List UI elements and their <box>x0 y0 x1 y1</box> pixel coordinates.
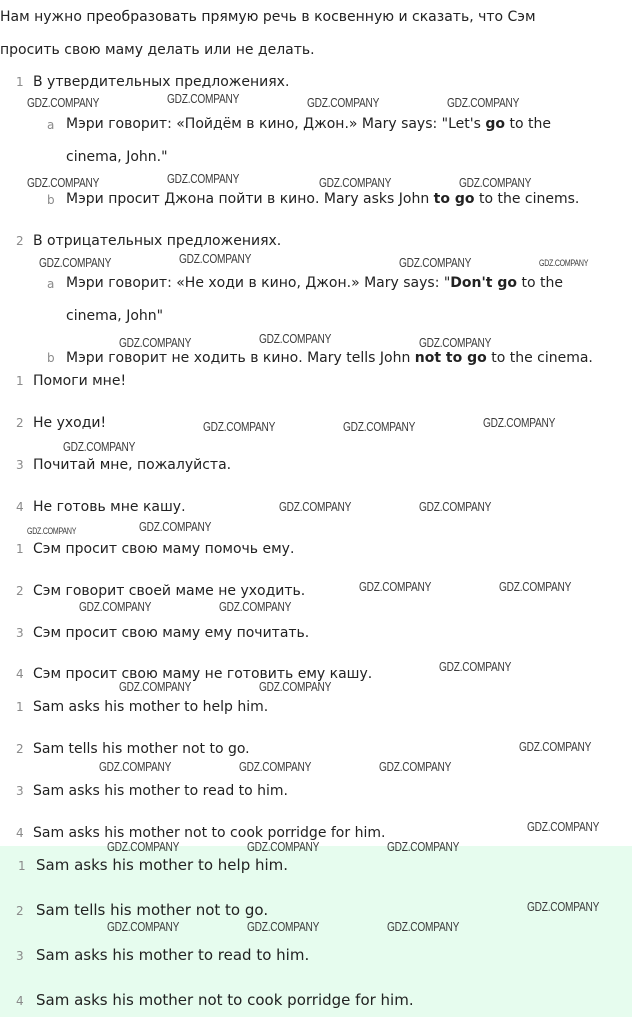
section-2-b-letter: b <box>47 351 55 365</box>
watermark: GDZ.COMPANY <box>459 175 532 190</box>
watermark: GDZ.COMPANY <box>527 819 600 834</box>
list-item-number: 3 <box>16 626 24 640</box>
section-1-a-line-2: cinema, John." <box>66 149 168 165</box>
list-item: Сэм просит свою маму не готовить ему кашу. <box>33 666 373 682</box>
list-item-number: 2 <box>16 416 24 430</box>
list-item-number: 2 <box>16 584 24 598</box>
list-item: Сэм просит свою маму ему почитать. <box>33 625 310 641</box>
watermark: GDZ.COMPANY <box>79 599 152 614</box>
section-1-title: В утвердительных предложениях. <box>33 74 290 90</box>
answer-item-number: 2 <box>16 904 24 918</box>
list-item-number: 1 <box>16 542 24 556</box>
section-1-a-letter: a <box>47 118 55 132</box>
watermark: GDZ.COMPANY <box>439 659 512 674</box>
section-2-number: 2 <box>16 234 24 248</box>
section-2-a-line-2: cinema, John" <box>66 308 164 324</box>
watermark: GDZ.COMPANY <box>319 175 392 190</box>
answer-item: Sam tells his mother not to go. <box>36 901 269 919</box>
answer-item: Sam asks his mother to read to him. <box>36 946 310 964</box>
watermark: GDZ.COMPANY <box>447 95 520 110</box>
watermark: GDZ.COMPANY <box>387 839 460 854</box>
list-item: Sam asks his mother to read to him. <box>33 783 289 799</box>
list-item-number: 2 <box>16 742 24 756</box>
watermark: GDZ.COMPANY <box>259 331 332 346</box>
watermark: GDZ.COMPANY <box>483 415 556 430</box>
watermark: GDZ.COMPANY <box>387 919 460 934</box>
watermark: GDZ.COMPANY <box>419 335 492 350</box>
answer-item-number: 4 <box>16 994 24 1008</box>
list-item-number: 4 <box>16 500 24 514</box>
watermark: GDZ.COMPANY <box>519 739 592 754</box>
watermark: GDZ.COMPANY <box>39 255 112 270</box>
section-2-a-letter: a <box>47 277 55 291</box>
list-item: Не готовь мне кашу. <box>33 499 186 515</box>
list-item-number: 1 <box>16 374 24 388</box>
intro-line-1: Нам нужно преобразовать прямую речь в косвенную и сказать, что Сэм <box>0 9 536 25</box>
watermark: GDZ.COMPANY <box>399 255 472 270</box>
list-item-number: 4 <box>16 826 24 840</box>
watermark: GDZ.COMPANY <box>307 95 380 110</box>
watermark: GDZ.COMPANY <box>99 759 172 774</box>
list-item-number: 3 <box>16 458 24 472</box>
list-item: Не уходи! <box>33 415 107 431</box>
list-item: Sam asks his mother not to cook porridge for him. <box>33 825 386 841</box>
list-item: Sam asks his mother to help him. <box>33 699 269 715</box>
watermark: GDZ.COMPANY <box>107 839 180 854</box>
watermark: GDZ.COMPANY <box>27 95 100 110</box>
list-item: Sam tells his mother not to go. <box>33 741 250 757</box>
watermark: GDZ.COMPANY <box>139 519 212 534</box>
list-item: Почитай мне, пожалуйста. <box>33 457 232 473</box>
watermark: GDZ.COMPANY <box>247 839 320 854</box>
answer-item-number: 3 <box>16 949 24 963</box>
watermark: GDZ.COMPANY <box>499 579 572 594</box>
section-1-b-line: Мэри просит Джона пойти в кино. Mary asks John to go to the cinems. <box>66 191 580 207</box>
watermark: GDZ.COMPANY <box>63 439 136 454</box>
list-item-number: 1 <box>16 700 24 714</box>
section-2-a-line-1: Мэри говорит: «Не ходи в кино, Джон.» Mary says: "Don't go to the <box>66 275 563 291</box>
section-2-title: В отрицательных предложениях. <box>33 233 282 249</box>
list-item: Помоги мне! <box>33 373 127 389</box>
watermark: GDZ.COMPANY <box>27 526 77 536</box>
answer-item-number: 1 <box>18 859 26 873</box>
watermark: GDZ.COMPANY <box>247 919 320 934</box>
watermark: GDZ.COMPANY <box>179 251 252 266</box>
watermark: GDZ.COMPANY <box>527 899 600 914</box>
watermark: GDZ.COMPANY <box>167 171 240 186</box>
watermark: GDZ.COMPANY <box>119 335 192 350</box>
list-item-number: 4 <box>16 667 24 681</box>
section-1-number: 1 <box>16 75 24 89</box>
watermark: GDZ.COMPANY <box>259 679 332 694</box>
section-2-b-line: Мэри говорит не ходить в кино. Mary tells John not to go to the cinema. <box>66 350 593 366</box>
watermark: GDZ.COMPANY <box>379 759 452 774</box>
intro-line-2: просить свою маму делать или не делать. <box>0 42 315 58</box>
watermark: GDZ.COMPANY <box>419 499 492 514</box>
watermark: GDZ.COMPANY <box>239 759 312 774</box>
watermark: GDZ.COMPANY <box>359 579 432 594</box>
watermark: GDZ.COMPANY <box>107 919 180 934</box>
answer-item: Sam asks his mother to help him. <box>36 856 289 874</box>
list-item-number: 3 <box>16 784 24 798</box>
watermark: GDZ.COMPANY <box>279 499 352 514</box>
watermark: GDZ.COMPANY <box>119 679 192 694</box>
watermark: GDZ.COMPANY <box>27 175 100 190</box>
answer-item: Sam asks his mother not to cook porridge for him. <box>36 991 414 1009</box>
watermark: GDZ.COMPANY <box>343 419 416 434</box>
watermark: GDZ.COMPANY <box>219 599 292 614</box>
watermark: GDZ.COMPANY <box>203 419 276 434</box>
list-item: Сэм говорит своей маме не уходить. <box>33 583 306 599</box>
section-1-a-line-1: Мэри говорит: «Пойдём в кино, Джон.» Mary says: "Let's go to the <box>66 116 551 132</box>
watermark: GDZ.COMPANY <box>167 91 240 106</box>
list-item: Сэм просит свою маму помочь ему. <box>33 541 295 557</box>
watermark: GDZ.COMPANY <box>539 258 589 268</box>
section-1-b-letter: b <box>47 193 55 207</box>
